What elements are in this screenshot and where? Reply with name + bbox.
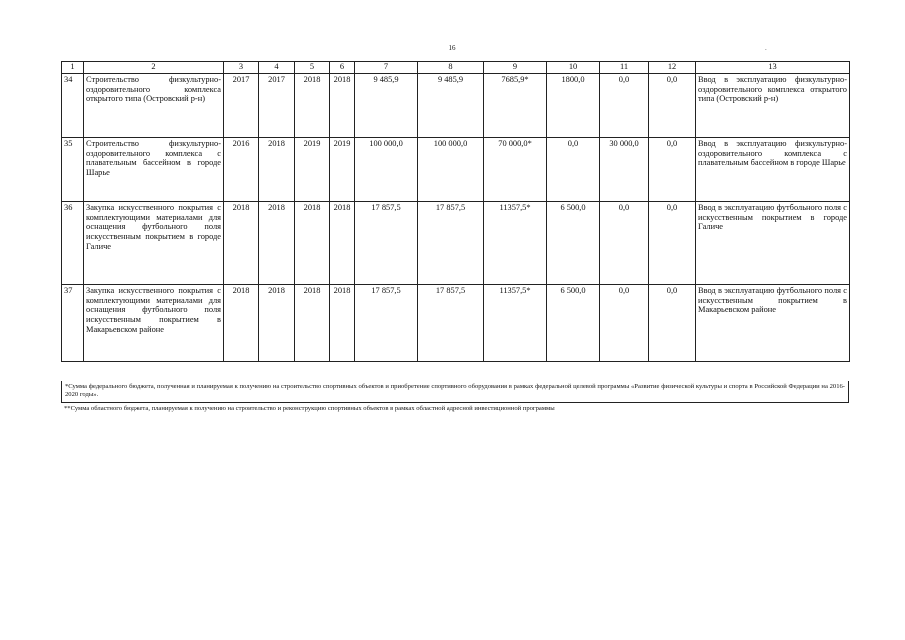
cell-col9: 11357,5* bbox=[484, 285, 547, 362]
cell-col3: 2018 bbox=[224, 285, 259, 362]
expected-result: Ввод в эксплуатацию футбольного поля с искусственным покрытием в Макарьевском районе bbox=[696, 285, 850, 362]
cell-col9: 70 000,0* bbox=[484, 138, 547, 202]
expected-result: Ввод в эксплуатацию физкультурно-оздоровительного комплекса открытого типа (Островский р-н) bbox=[696, 74, 850, 138]
expected-result: Ввод в эксплуатацию физкультурно-оздоровительного комплекса с плавательным бассейном в городе Шарье bbox=[696, 138, 850, 202]
table-row bbox=[62, 74, 850, 138]
cell-col4: 2018 bbox=[259, 138, 295, 202]
cell-col10: 0,0 bbox=[547, 138, 600, 202]
cell-col11: 0,0 bbox=[600, 74, 649, 138]
table-row bbox=[62, 202, 850, 285]
cell-col10: 1800,0 bbox=[547, 74, 600, 138]
header-cell-1: 1 bbox=[62, 62, 84, 74]
table-row bbox=[62, 138, 850, 202]
row-number: 34 bbox=[62, 74, 84, 138]
cell-col4: 2017 bbox=[259, 74, 295, 138]
header-cell-8: 8 bbox=[418, 62, 484, 74]
cell-col12: 0,0 bbox=[649, 138, 696, 202]
object-name: Закупка искусственного покрытия с комплектующими материалами для оснащения футбольного поля искусственным покрытием в городе Галиче bbox=[84, 202, 224, 285]
header-cell-3: 3 bbox=[224, 62, 259, 74]
header-cell-5: 5 bbox=[295, 62, 330, 74]
header-cell-6: 6 bbox=[330, 62, 355, 74]
row-number: 37 bbox=[62, 285, 84, 362]
header-row bbox=[62, 62, 850, 74]
cell-col8: 17 857,5 bbox=[418, 202, 484, 285]
cell-col10: 6 500,0 bbox=[547, 202, 600, 285]
cell-col7: 100 000,0 bbox=[355, 138, 418, 202]
cell-col5: 2018 bbox=[295, 74, 330, 138]
cell-col4: 2018 bbox=[259, 202, 295, 285]
cell-col5: 2018 bbox=[295, 202, 330, 285]
cell-col5: 2019 bbox=[295, 138, 330, 202]
cell-col9: 11357,5* bbox=[484, 202, 547, 285]
cell-col11: 0,0 bbox=[600, 202, 649, 285]
cell-col8: 100 000,0 bbox=[418, 138, 484, 202]
row-number: 35 bbox=[62, 138, 84, 202]
row-number: 36 bbox=[62, 202, 84, 285]
cell-col12: 0,0 bbox=[649, 285, 696, 362]
header-cell-9: 9 bbox=[484, 62, 547, 74]
cell-col3: 2018 bbox=[224, 202, 259, 285]
cell-col6: 2019 bbox=[330, 138, 355, 202]
cell-col9: 7685,9* bbox=[484, 74, 547, 138]
cell-col11: 30 000,0 bbox=[600, 138, 649, 202]
header-cell-13: 13 bbox=[696, 62, 850, 74]
cell-col7: 17 857,5 bbox=[355, 285, 418, 362]
corner-mark: . bbox=[765, 44, 767, 52]
header-cell-2: 2 bbox=[84, 62, 224, 74]
table-row bbox=[62, 285, 850, 362]
cell-col6: 2018 bbox=[330, 202, 355, 285]
cell-col12: 0,0 bbox=[649, 74, 696, 138]
cell-col3: 2017 bbox=[224, 74, 259, 138]
cell-col8: 17 857,5 bbox=[418, 285, 484, 362]
footnote-regional-budget: **Сумма областного бюджета, планируемая к получению на строительство и реконструкцию спортивных объектов в рамках областной адресной инвестиционной программы bbox=[64, 405, 555, 413]
header-cell-10: 10 bbox=[547, 62, 600, 74]
header-cell-12: 12 bbox=[649, 62, 696, 74]
footnote-federal-budget: *Сумма федерального бюджета, полученная и планируемая к получению на строительство спортивных объектов и приобретение спортивного оборудования в рамках федеральной целевой программы «Развитие физической культуры и спорта в Российской Федерации на 2016-2020 годы». bbox=[61, 381, 849, 403]
cell-col6: 2018 bbox=[330, 285, 355, 362]
header-cell-11: 11 bbox=[600, 62, 649, 74]
cell-col7: 9 485,9 bbox=[355, 74, 418, 138]
header-cell-4: 4 bbox=[259, 62, 295, 74]
cell-col11: 0,0 bbox=[600, 285, 649, 362]
footnotes bbox=[61, 381, 849, 414]
object-name: Строительство физкультурно-оздоровительного комплекса с плавательным бассейном в городе Шарье bbox=[84, 138, 224, 202]
cell-col6: 2018 bbox=[330, 74, 355, 138]
cell-col8: 9 485,9 bbox=[418, 74, 484, 138]
cell-col4: 2018 bbox=[259, 285, 295, 362]
cell-col12: 0,0 bbox=[649, 202, 696, 285]
header-cell-7: 7 bbox=[355, 62, 418, 74]
expected-result: Ввод в эксплуатацию футбольного поля с искусственным покрытием в городе Галиче bbox=[696, 202, 850, 285]
cell-col3: 2016 bbox=[224, 138, 259, 202]
object-name: Закупка искусственного покрытия с комплектующими материалами для оснащения футбольного поля искусственным покрытием в Макарьевском районе bbox=[84, 285, 224, 362]
cell-col10: 6 500,0 bbox=[547, 285, 600, 362]
page-number: 16 bbox=[448, 44, 456, 52]
object-name: Строительство физкультурно-оздоровительного комплекса открытого типа (Островский р-н) bbox=[84, 74, 224, 138]
cell-col7: 17 857,5 bbox=[355, 202, 418, 285]
investment-objects-table bbox=[61, 61, 850, 362]
cell-col5: 2018 bbox=[295, 285, 330, 362]
